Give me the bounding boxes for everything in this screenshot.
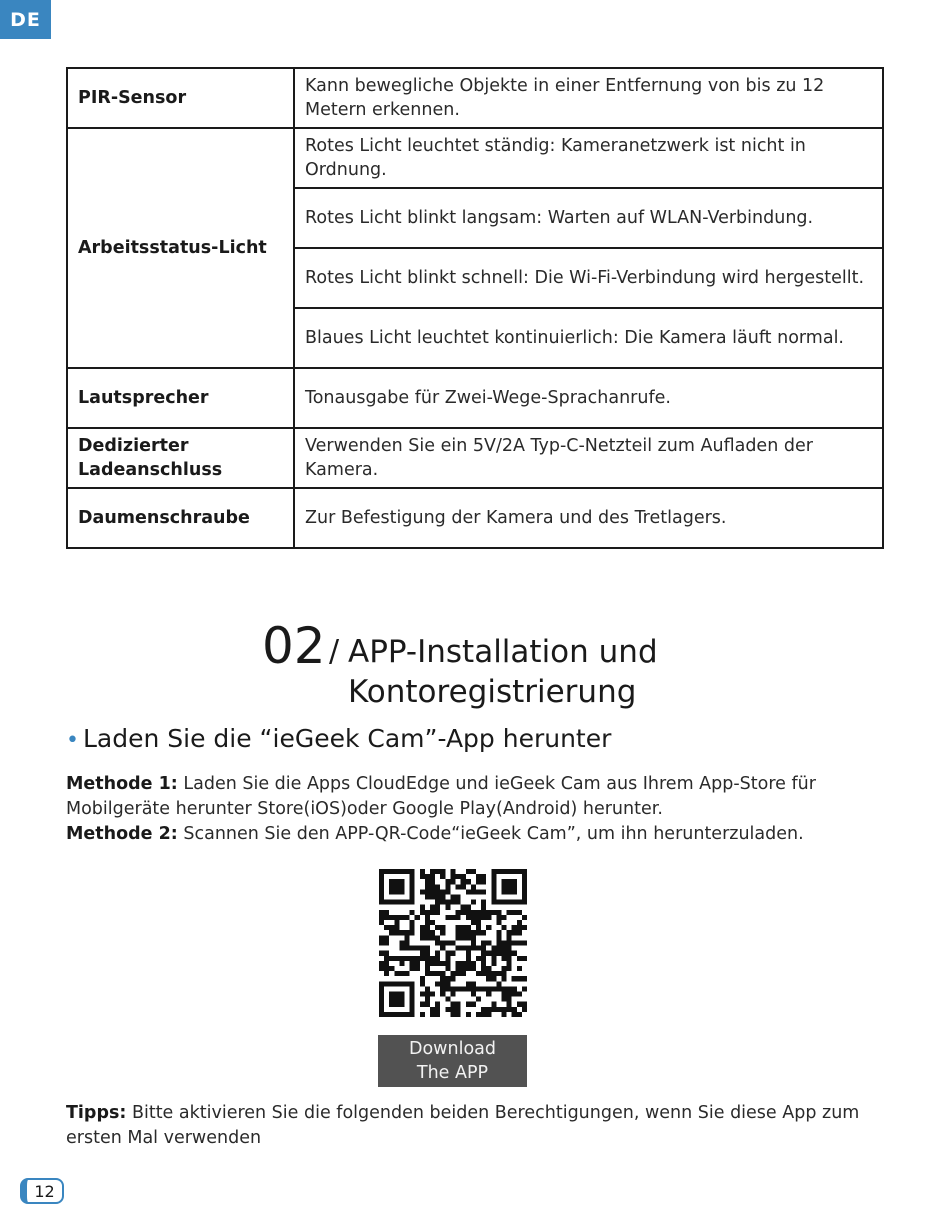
page-number: 12 [20,1178,64,1204]
section-slash: / [329,634,340,669]
row-label: Lautsprecher [67,368,294,428]
qr-code-icon [379,869,527,1017]
section-title [348,632,768,712]
method2-text: Scannen Sie den APP-QR-Code“ieGeek Cam”, um ihn herunterzuladen. [177,824,804,844]
section-title-line1: APP-Installation und [348,634,658,670]
bullet-icon: • [66,728,79,753]
row-description: Rotes Licht blinkt langsam: Warten auf WLAN-Verbindung. [294,188,883,248]
subheading [66,722,611,758]
download-button-line1: Download [409,1039,496,1059]
method1-text: Laden Sie die Apps CloudEdge und ieGeek Cam aus Ihrem App-Store für Mobilgeräte herunter Store(iOS)oder Google Play(Android) herunter. [66,774,816,819]
method2-label: Methode 2: [66,824,178,844]
download-app-button[interactable] [378,1035,527,1087]
specs-table [66,67,884,549]
tips-label: Tipps: [66,1103,127,1123]
row-description: Verwenden Sie ein 5V/2A Typ-C-Netzteil zum Aufladen der Kamera. [294,428,883,488]
row-label: PIR-Sensor [67,68,294,128]
row-label: Arbeitsstatus-Licht [67,128,294,368]
language-tag: DE [0,0,51,39]
download-button-line2: The APP [416,1063,489,1083]
table-row [67,488,883,548]
section-number: 02 [262,617,326,675]
table-row [67,428,883,488]
table-row [67,68,883,128]
row-description: Tonausgabe für Zwei-Wege-Sprachanrufe. [294,368,883,428]
row-label: Dedizierter Ladeanschluss [67,428,294,488]
table-row [67,128,883,188]
row-description: Rotes Licht leuchtet ständig: Kameranetzwerk ist nicht in Ordnung. [294,128,883,188]
tips-paragraph [66,1101,896,1151]
subheading-text: Laden Sie die “ieGeek Cam”-App herunter [82,724,612,753]
row-description: Rotes Licht blinkt schnell: Die Wi-Fi-Verbindung wird hergestellt. [294,248,883,308]
row-label: Daumenschraube [67,488,294,548]
section-title-line2: Kontoregistrierung [348,674,637,710]
row-description: Blaues Licht leuchtet kontinuierlich: Die Kamera läuft normal. [294,308,883,368]
tips-text: Bitte aktivieren Sie die folgenden beiden Berechtigungen, wenn Sie diese App zum ersten Mal verwenden [66,1103,860,1148]
method1-label: Methode 1: [66,774,178,794]
row-description: Kann bewegliche Objekte in einer Entfernung von bis zu 12 Metern erkennen. [294,68,883,128]
row-description: Zur Befestigung der Kamera und des Tretlagers. [294,488,883,548]
table-row [67,368,883,428]
download-methods [66,772,896,847]
